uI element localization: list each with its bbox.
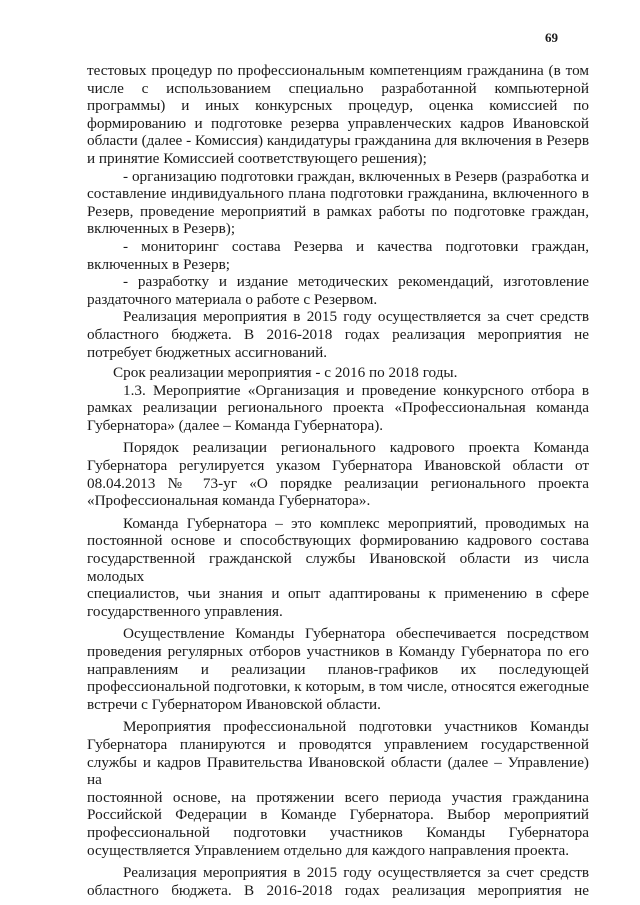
text-line: Срок реализации мероприятия - с 2016 по 2018 годы. <box>113 364 458 382</box>
text-line: Осуществление Команды Губернатора обеспечивается посредством <box>123 625 589 643</box>
text-line: и принятие Комиссией соответствующего решения); <box>87 149 427 167</box>
text-line: Команда Губернатора – это комплекс мероприятий, проводимых на <box>123 514 589 532</box>
text-line: Резерв, проведение мероприятий в рамках работы по подготовке граждан, <box>87 202 589 220</box>
text-line: Губернатора планируются и проводятся управлением государственной <box>87 735 589 753</box>
text-line: Губернатора регулируется указом Губернатора Ивановской области от <box>87 457 589 475</box>
text-line: постоянной основе и способствующих формированию кадрового состава <box>87 532 589 550</box>
text-line: службы и кадров Правительства Ивановской области (далее – Управление) на <box>87 753 589 789</box>
text-line: проведения регулярных отборов участников в Команду Губернатора по его <box>87 643 589 660</box>
text-line: осуществляется Управлением отдельно для каждого направления проекта. <box>87 841 570 859</box>
text-line: Порядок реализации регионального кадрового проекта Команда <box>123 439 589 457</box>
text-line: числе с использованием специально разработанной компьютерной <box>87 79 589 97</box>
text-line: - организацию подготовки граждан, включенных в Резерв (разработка и <box>123 167 589 185</box>
text-line: тестовых процедур по профессиональным компетенциям гражданина (в том <box>87 62 589 79</box>
text-line: области (далее - Комиссия) кандидатуры гражданина для включения в Резерв <box>87 132 589 150</box>
text-line: «Профессиональная команда Губернатора». <box>87 492 371 510</box>
text-line: областного бюджета. В 2016-2018 годах реализация мероприятия не <box>87 325 589 343</box>
text-line: встречи с Губернатором Ивановской области. <box>87 695 381 713</box>
text-line: государственной гражданской службы Ивановской области из числа молодых <box>87 550 589 585</box>
text-line: специалистов, чьи знания и опыт адаптированы к применению в сфере <box>87 585 589 603</box>
text-line: направлениям и реализации планов-графиков их последующей <box>87 660 589 678</box>
text-line: Реализация мероприятия в 2015 году осуществляется за счет средств <box>123 864 589 882</box>
text-line: 1.3. Мероприятие «Организация и проведение конкурсного отбора в <box>123 381 589 399</box>
text-line: Губернатора» (далее – Команда Губернатора). <box>87 416 384 434</box>
text-line: формированию и подготовке резерва управленческих кадров Ивановской <box>87 114 589 132</box>
text-line: государственного управления. <box>87 602 283 620</box>
text-line: профессиональной подготовки, к которым, в том числе, относятся ежегодные <box>87 678 589 696</box>
text-line: раздаточного материала о работе с Резервом. <box>87 290 378 308</box>
text-line: программы) и иных конкурсных процедур, оценка комиссией по <box>87 97 589 115</box>
text-line: постоянной основе, на протяжении всего периода участия гражданина <box>87 788 589 806</box>
text-line: Реализация мероприятия в 2015 году осуществляется за счет средств <box>123 308 589 326</box>
page-number: 69 <box>545 30 558 45</box>
text-line: включенных в Резерв); <box>87 220 236 238</box>
text-line: - разработку и издание методических рекомендаций, изготовление <box>123 273 589 291</box>
text-line: 08.04.2013 № 73-уг «О порядке реализации регионального проекта <box>87 474 589 492</box>
text-line: рамках реализации регионального проекта «Профессиональная команда <box>87 399 589 417</box>
text-line: Российской Федерации в Команде Губернатора. Выбор мероприятий <box>87 806 589 824</box>
text-line: включенных в Резерв; <box>87 255 230 273</box>
text-line: - мониторинг состава Резерва и качества подготовки граждан, <box>123 237 589 255</box>
body-text <box>87 62 589 899</box>
text-line: потребует бюджетных ассигнований. <box>87 343 328 361</box>
text-line: профессиональной подготовки участников Команды Губернатора <box>87 823 589 841</box>
text-line: Мероприятия профессиональной подготовки участников Команды <box>123 718 589 736</box>
text-line: областного бюджета. В 2016-2018 годах реализация мероприятия не <box>87 881 589 899</box>
text-line: составление индивидуального плана подготовки гражданина, включенного в <box>87 185 589 203</box>
